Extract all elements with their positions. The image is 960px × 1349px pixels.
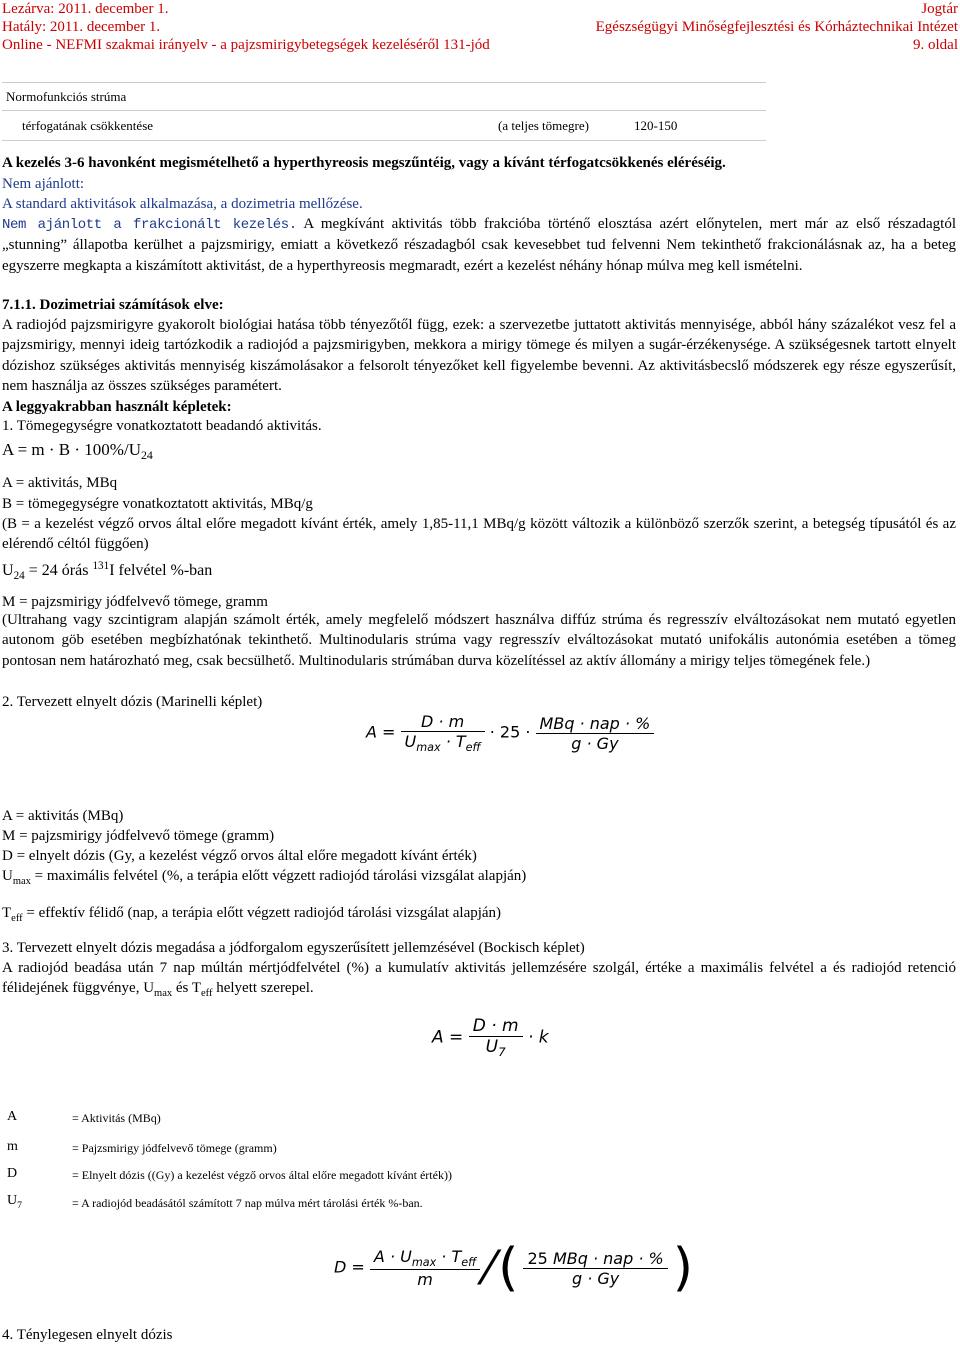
def-u24-sup: 131 [92,560,110,572]
header-institute: Egészségügyi Minőségfejlesztési és Kórháztechnikai Intézet [595,19,958,35]
table-top-rule [2,82,766,83]
f3-text-b: és T [172,980,201,997]
marinelli-numerator-1: D · m [401,712,485,732]
bockisch-den-u: U [485,1037,499,1057]
formula-2-title: 2. Tervezett elnyelt dózis (Marinelli képlet) [2,694,263,710]
def-b-note: (B = a kezelést végző orvos által előre megadott kívánt érték, amely 1,85-11,1 MBq/g között változik a különböző szerzők szerint, a betegség típusától és az elérendő céltól függően) [2,516,956,553]
def-b: B = tömegegységre vonatkoztatott aktivitás, MBq/g [2,496,313,512]
bockisch-lhs: A [432,1027,444,1048]
table-row-rule [2,110,766,111]
dose-num-sub: max [411,1256,437,1269]
bockisch-tail: · k [527,1027,549,1048]
f3-def-text-d: = Elnyelt dózis ((Gy) a kezelést végző orvos által előre megadott kívánt érték)) [72,1168,452,1182]
bockisch-numerator: D · m [469,1016,523,1037]
formula-1-expression: A = m · B · 100%/U [2,440,141,459]
dose-num2-units: MBq · nap · % [552,1248,664,1268]
teff-text: = effektív félidő (nap, a terápia előtt végzett radiojód tárolási vizsgálat alapján) [22,905,502,921]
umax-sub: max [12,876,31,887]
def-u24-symbol: U [2,562,14,579]
dose-num-au: A · U [373,1247,412,1266]
dose-paren-close: ) [672,1238,694,1298]
marinelli-lhs: A [366,722,377,742]
f3-def-sym-a: A [7,1109,18,1124]
def-m-note: (Ultrahang vagy szcintigram alapján számolt érték, amely megfelelő módszert használva diffúz strúma és regresszív elváltozásokat nem mutató egyetlen autonom göb esetében megbízhatónak tekinthető. Multinodularis strúma vagy regresszív elváltozásokat mutató unifokális autonómia esetében a tömeg pontosan nem határozható meg, csak becsülhető. Multinodularis strúmában durva közelítéssel az aktív állomány a mirigy teljes tömegének fele.) [2,612,956,669]
f3-text-sub1: max [154,988,173,1000]
def-u24-tail: I felvétel %-ban [109,562,213,579]
f2-def-teff [2,903,501,929]
f3-def-sym-m: m [7,1139,18,1154]
bockisch-den-sub: 7 [498,1045,506,1059]
dose-denominator-2: g · Gy [571,1268,620,1288]
dose-num-sub2: eff [461,1256,477,1269]
teff-sub: eff [11,913,23,924]
dose-fraction-1 [370,1247,480,1289]
marinelli-den1-t: · T [440,732,466,751]
marinelli-denominator-2: g · Gy [571,733,619,753]
f3-text-sub2: eff [201,988,213,1000]
formulas-heading: A leggyakrabban használt képletek: [2,399,232,415]
section-heading: 7.1.1. Dozimetriai számítások elve: [2,297,224,313]
dose-num2-factor: 25 [527,1248,548,1268]
section-paragraph: A radiojód pajzsmirigyre gyakorolt biológiai hatása több tényezőtől függ, ezek: a szervezetbe juttatott aktivitás mennyisége, abból hány százalékot vesz fel a pajzsmirigy, mennyi ideig tartózkodik a radiojód a pajzsmirigyben, mekkora a mirigy tömege és milyen a sugár-érzékenysége. A szükségesnek tartott elnyelt dózishoz szükséges aktivitás mennyiség kiszámolásakor a felsorolt tényezőket kell figyelembe bevenni. Az aktivitásbecslő módszerek egy része egyszerűsít, nem használja az összes szükséges paramétert. [2,317,956,394]
table-bottom-rule [2,140,766,141]
bockisch-eq: = [449,1027,464,1048]
dose-numerator-1 [370,1247,480,1270]
f2-def-m: M = pajzsmirigy jódfelvevő tömege (gramm) [2,828,275,844]
marinelli-formula [366,712,654,754]
dose-division-slash: ⁄ [485,1241,493,1295]
f3-def-text-m: = Pajzsmirigy jódfelvevő tömege (gramm) [72,1141,277,1155]
table-row-label: térfogatának csökkentése [22,118,154,133]
marinelli-fraction-1 [401,712,485,754]
marinelli-fraction-2 [536,714,655,753]
formula-3-text [2,958,956,1005]
f3-text-c: helyett szerepel. [212,980,314,997]
marinelli-den1-sub: max [416,741,441,754]
marinelli-eq: = [382,722,396,742]
bockisch-formula [432,1016,549,1059]
f3-def-u7-sub: 7 [17,1200,23,1211]
fractionated-paragraph [2,214,956,276]
def-m: M = pajzsmirigy jódfelvevő tömege, gramm [2,594,268,610]
dose-denominator-1: m [417,1270,433,1289]
f3-text-a: A radiojód beadása után 7 nap múltán mértjódfelvétel (%) a kumulatív aktivitás jellemzésére szolgál, értéke a maximális felvétel a és radiojód retenció félidejének függvénye, U [2,960,956,997]
formula-1-subscript: 24 [140,448,153,462]
f3-def-text-u7: = A radiojód beadásától számított 7 nap múlva mért tárolási érték %-ban. [72,1196,423,1210]
teff-symbol: T [2,905,12,921]
table-row-note: (a teljes tömegre) [498,118,589,133]
umax-text: = maximális felvétel (%, a terápia előtt végzett radiojód tárolási vizsgálat alapján) [30,868,527,884]
bockisch-fraction [469,1016,523,1059]
umax-symbol: U [2,868,13,884]
f2-def-umax [2,866,526,892]
f3-def-sym-u7 [7,1194,22,1213]
dose-fraction-2 [523,1249,667,1288]
formula-1-title: 1. Tömegegységre vonatkoztatott beadandó aktivitás. [2,418,322,434]
table-heading: Normofunkciós strúma [6,89,127,104]
marinelli-denominator-1 [401,732,485,754]
fractionated-lead: Nem ajánlott a frakcionált kezelés. [2,217,297,233]
dose-formula [334,1238,693,1298]
def-u24 [2,556,212,586]
f2-def-d: D = elnyelt dózis (Gy, a kezelést végző orvos által előre megadott kívánt érték) [2,848,477,864]
f3-def-u7-symbol: U [7,1193,18,1208]
def-u24-text: = 24 órás [24,562,93,579]
dose-paren-open: ( [498,1238,519,1298]
header-closed-date: Lezárva: 2011. december 1. [2,1,169,17]
header-source: Jogtár [921,1,958,17]
dose-eq: = [351,1257,365,1277]
dose-numerator-2 [523,1249,667,1269]
header-page-number: 9. oldal [913,37,958,53]
f3-def-sym-d: D [7,1166,18,1181]
header-effective-date: Hatály: 2011. december 1. [2,19,161,35]
marinelli-den1-sub2: eff [465,741,481,754]
formula-4-title: 4. Ténylegesen elnyelt dózis [2,1327,173,1343]
not-recommended-heading: Nem ajánlott: [2,176,85,192]
marinelli-factor: · 25 · [489,722,531,742]
not-recommended-item-1: A standard aktivitások alkalmazása, a dozimetria mellőzése. [2,196,363,212]
table-row-value: 120-150 [634,118,678,133]
dose-num-t: · T [436,1247,462,1266]
bockisch-denominator [469,1037,523,1059]
def-a: A = aktivitás, MBq [2,475,118,491]
def-u24-sub: 24 [13,570,25,582]
repeat-treatment-line: A kezelés 3-6 havonként megismételhető a hyperthyreosis megszűntéig, vagy a kívánt térfogatcsökkenés eléréséig. [2,155,726,171]
formula-3-title: 3. Tervezett elnyelt dózis megadása a jódforgalom egyszerűsített jellemzésével (Bockisch képlet) [2,940,585,956]
formula-1 [2,440,153,465]
header-document-title: Online - NEFMI szakmai irányelv - a pajzsmirigybetegségek kezeléséről 131-jód [2,37,490,53]
dose-lhs: D [334,1257,347,1277]
marinelli-numerator-2: MBq · nap · % [536,714,655,734]
marinelli-den1-u: U [404,732,417,751]
fractionated-text: A megkívánt aktivitás több frakcióba történő elosztása azért előnytelen, mert már az első részadagtól „stunning” állapotba kerülhet a pajzsmirigy, emiatt a következő részadagból csak kevesebbet tud felvenni Nem tekinthető frakcionálásnak az, ha a beteg egyszerre megkapta a kiszámított aktivitást, de a hyperthyreosis megmaradt, ezért a kezelést néhány hónap múlva meg kell ismételni. [2,216,956,274]
f2-def-a: A = aktivitás (MBq) [2,808,124,824]
f3-def-text-a: = Aktivitás (MBq) [72,1111,161,1125]
